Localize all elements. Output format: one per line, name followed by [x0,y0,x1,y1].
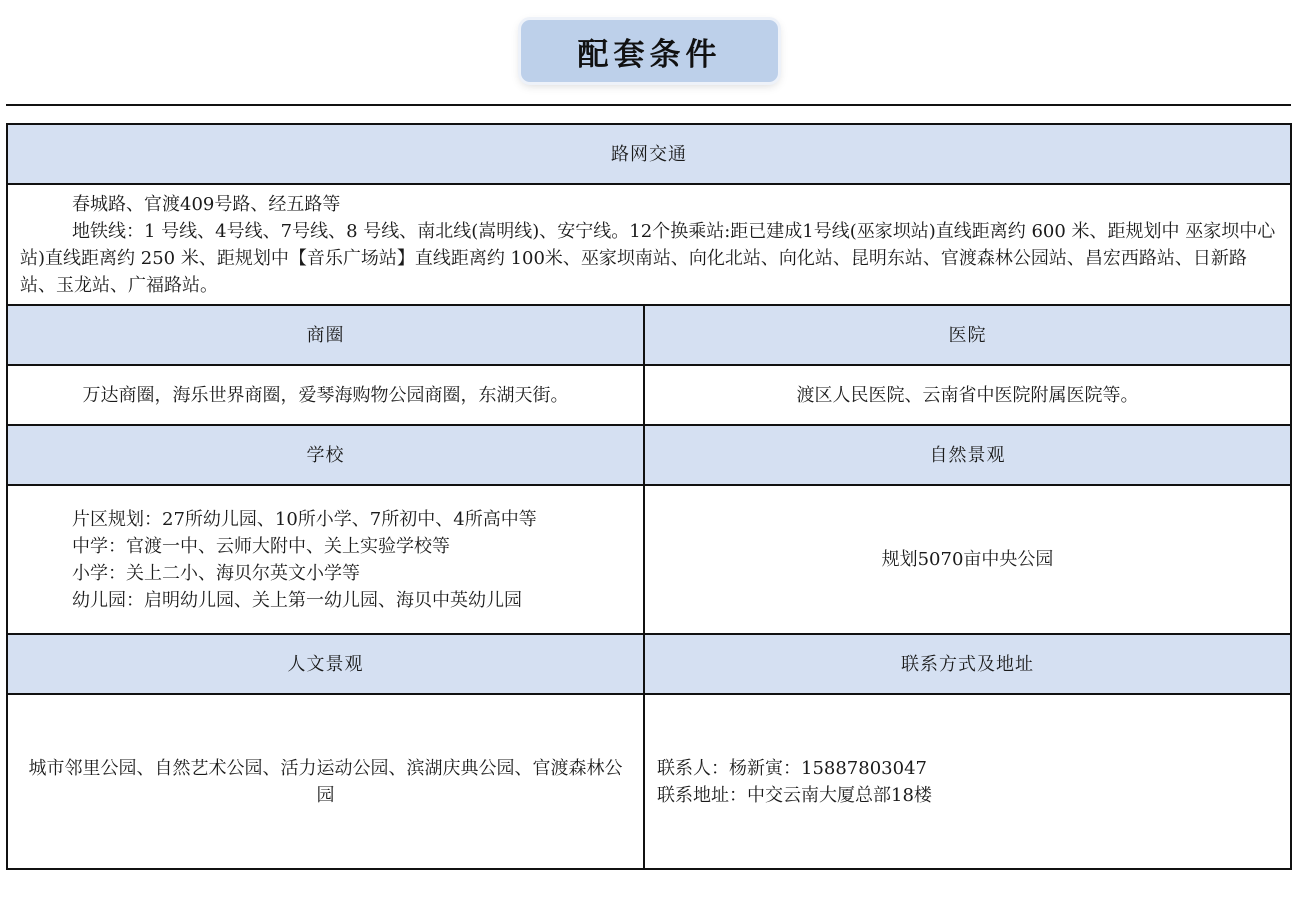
school-line-primary: 小学：关上二小、海贝尔英文小学等 [72,562,360,584]
hospital-heading: 医院 [644,305,1291,365]
page-title-banner [521,20,778,82]
commerce-content: 万达商圈，海乐世界商圈，爱琴海购物公园商圈，东湖天街。 [7,365,644,425]
school-content [7,485,644,634]
school-line-kindergarten: 幼儿园：启明幼儿园、关上第一幼儿园、海贝中英幼儿园 [72,589,522,611]
school-heading: 学校 [7,425,644,485]
culture-content: 城市邻里公园、自然艺术公园、活力运动公园、滨湖庆典公园、官渡森林公园 [7,694,644,869]
school-line-plan: 片区规划：27所幼儿园、10所小学、7所初中、4所高中等 [72,508,537,530]
traffic-metro: 地铁线：1 号线、4号线、7号线、8 号线、南北线(嵩明线)、安宁线。12个换乘站:距已建成1号线(巫家坝站)直线距离约 600 米、距规划中 巫家坝中心站)直线距离约 250 米、距规划中【音乐广场站】直线距离约 100米、巫家坝南站、向化北站、向化站、昆明东站、官渡森林公园站、昌宏西路站、日新路站、玉龙站、广福路站。 [20,220,1276,296]
traffic-heading: 路网交通 [7,124,1291,184]
title-divider [6,104,1291,106]
school-line-middle: 中学：官渡一中、云师大附中、关上实验学校等 [72,535,450,557]
contact-address: 联系地址：中交云南大厦总部18楼 [657,784,932,806]
amenities-table [6,123,1292,870]
commerce-heading: 商圈 [7,305,644,365]
hospital-content: 渡区人民医院、云南省中医院附属医院等。 [644,365,1291,425]
contact-person: 联系人：杨新寅：15887803047 [657,757,927,779]
nature-heading: 自然景观 [644,425,1291,485]
page-title: 配套条件 [577,36,722,73]
nature-content: 规划5070亩中央公园 [644,485,1291,634]
contact-heading: 联系方式及地址 [644,634,1291,694]
contact-content [644,694,1291,869]
traffic-content [7,184,1291,305]
culture-heading: 人文景观 [7,634,644,694]
traffic-roads: 春城路、官渡409号路、经五路等 [72,193,341,215]
